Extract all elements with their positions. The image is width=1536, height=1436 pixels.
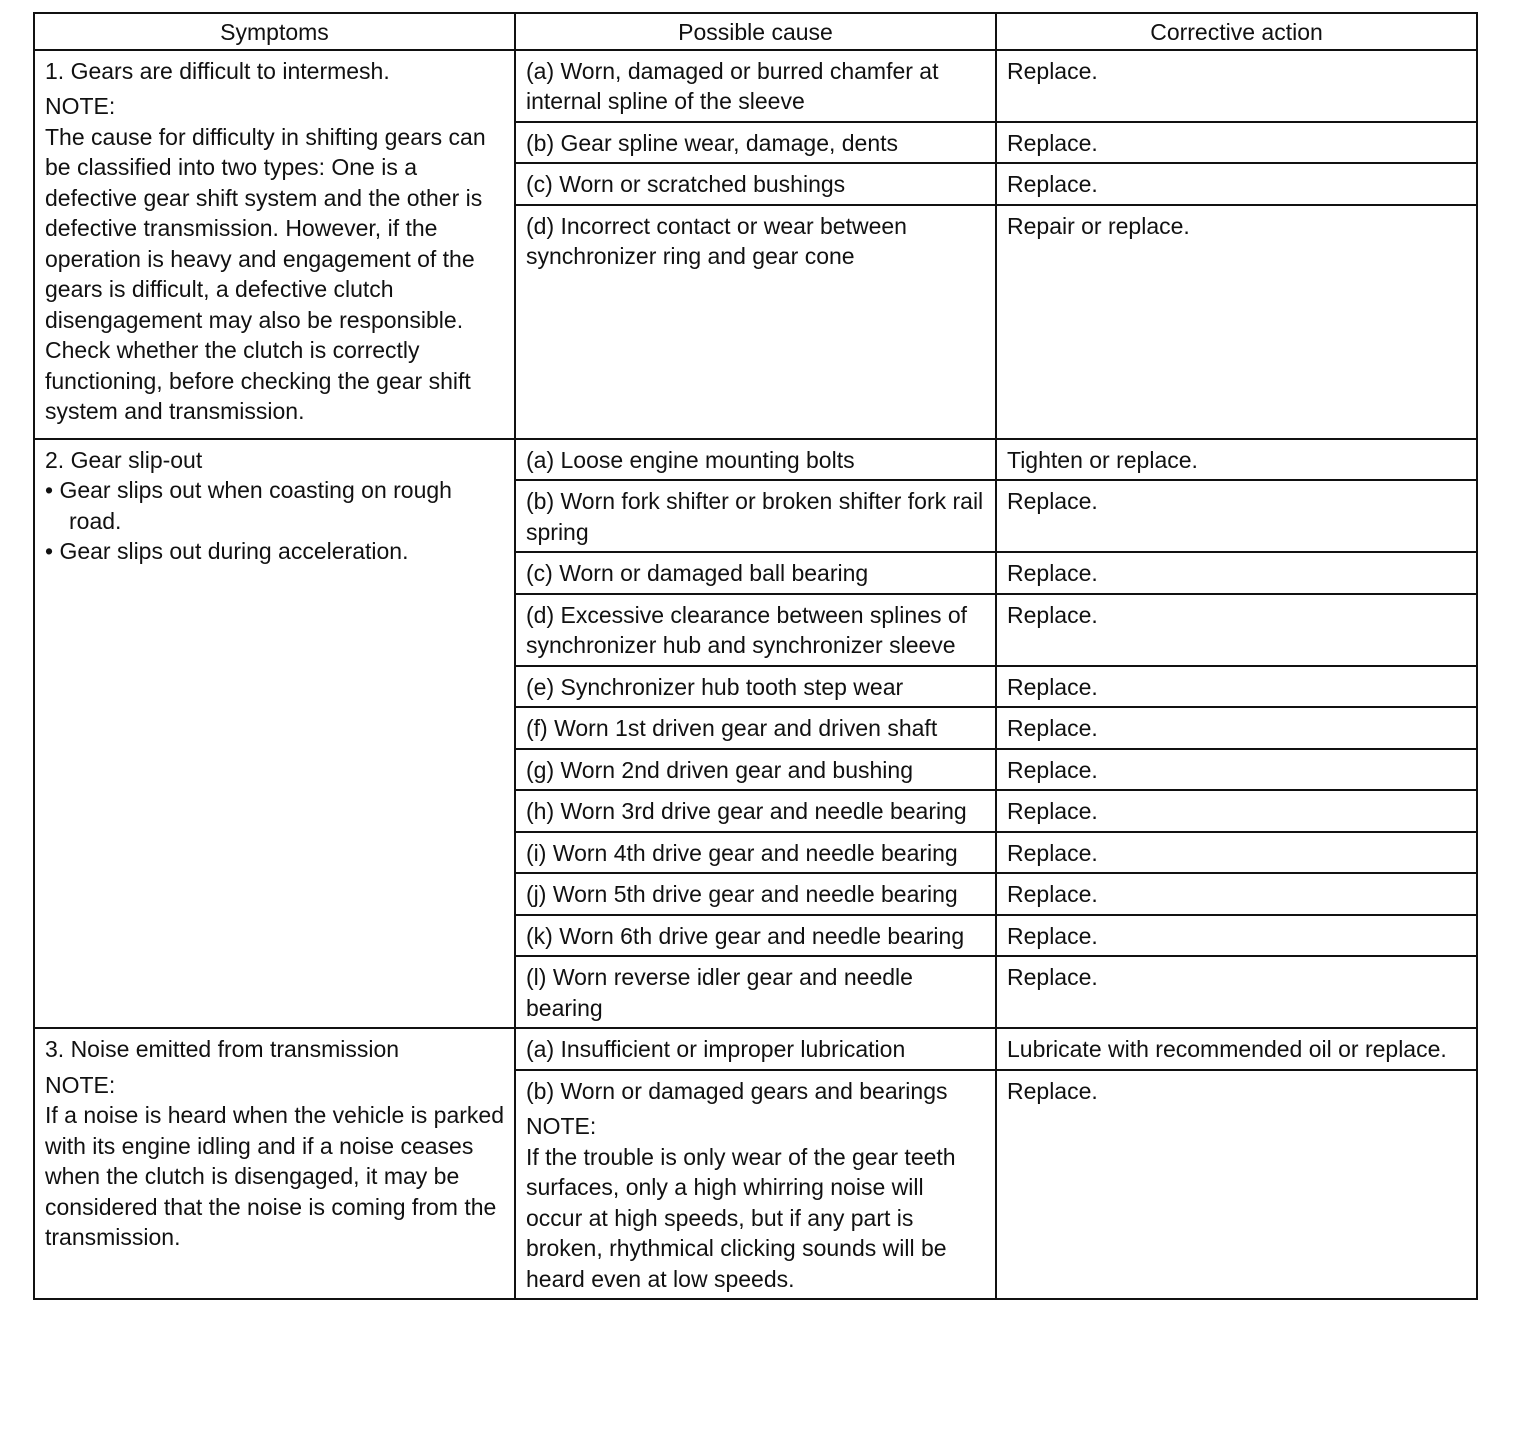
action-cell: Replace. [996, 915, 1477, 957]
action-cell: Replace. [996, 790, 1477, 832]
symptom-title: 1. Gears are difficult to intermesh. [45, 57, 390, 84]
action-cell: Replace. [996, 1070, 1477, 1300]
cause-cell: (d) Excessive clearance between splines of synchronizer hub and synchronizer sleeve [515, 594, 996, 666]
cause-cell: (d) Incorrect contact or wear between synchronizer ring and gear cone [515, 205, 996, 439]
cause-cell: (a) Loose engine mounting bolts [515, 439, 996, 481]
table-row [34, 50, 1477, 122]
action-cell: Replace. [996, 749, 1477, 791]
header-symptoms: Symptoms [34, 13, 515, 50]
symptom-title: 3. Noise emitted from transmission [45, 1036, 400, 1062]
action-cell: Lubricate with recommended oil or replace. [996, 1028, 1477, 1070]
table-row [34, 439, 1477, 481]
action-cell: Replace. [996, 122, 1477, 164]
cause-cell: (k) Worn 6th drive gear and needle bearing [515, 915, 996, 957]
cause-cell: (a) Worn, damaged or burred chamfer at internal spline of the sleeve [515, 50, 996, 122]
action-cell: Replace. [996, 552, 1477, 594]
symptom-cell [34, 1028, 515, 1299]
document-page [33, 12, 1476, 1300]
cause-cell: (b) Worn fork shifter or broken shifter fork rail spring [515, 480, 996, 552]
cause-cell: (a) Insufficient or improper lubrication [515, 1028, 996, 1070]
cause-cell: (j) Worn 5th drive gear and needle bearing [515, 873, 996, 915]
action-cell: Repair or replace. [996, 205, 1477, 439]
cause-cell: (h) Worn 3rd drive gear and needle bearing [515, 790, 996, 832]
action-cell: Replace. [996, 707, 1477, 749]
note-text: If a noise is heard when the vehicle is parked with its engine idling and if a noise ceases when the clutch is disengaged, it may be considered that the noise is coming from the transmission. [45, 1102, 504, 1250]
action-cell: Replace. [996, 666, 1477, 708]
header-corrective-action: Corrective action [996, 13, 1477, 50]
action-cell: Replace. [996, 832, 1477, 874]
cause-cell: (i) Worn 4th drive gear and needle bearing [515, 832, 996, 874]
action-cell: Replace. [996, 50, 1477, 122]
troubleshooting-table [33, 12, 1478, 1300]
action-cell: Replace. [996, 594, 1477, 666]
header-possible-cause: Possible cause [515, 13, 996, 50]
action-cell: Replace. [996, 956, 1477, 1028]
symptom-cell [34, 50, 515, 439]
cause-cell: (c) Worn or scratched bushings [515, 163, 996, 205]
note-label: NOTE: [45, 93, 116, 119]
note-text: If the trouble is only wear of the gear teeth surfaces, only a high whirring noise will occur at high speeds, but if any part is broken, rhythmical clicking sounds will be heard even at low speeds. [526, 1143, 956, 1292]
cause-cell: (b) Gear spline wear, damage, dents [515, 122, 996, 164]
cause-cell [515, 1070, 996, 1300]
note-label: NOTE: [526, 1113, 597, 1139]
symptom-cell [34, 439, 515, 1029]
note-text: The cause for difficulty in shifting gears can be classified into two types: One is a defective gear shift system and the other is defective transmission. However, if the operation is heavy and engagement of the gears is difficult, a defective clutch disengagement may also be responsible. Check whether the clutch is correctly functioning, before checking the gear shift system and transmission. [45, 123, 486, 424]
action-cell: Replace. [996, 480, 1477, 552]
symptom-bullet: • Gear slips out during acceleration. [45, 538, 409, 564]
symptom-bullet: • Gear slips out when coasting on rough road. [45, 477, 452, 534]
cause-text: (b) Worn or damaged gears and bearings [526, 1077, 948, 1104]
table-row [34, 1028, 1477, 1070]
cause-cell: (l) Worn reverse idler gear and needle bearing [515, 956, 996, 1028]
cause-cell: (e) Synchronizer hub tooth step wear [515, 666, 996, 708]
action-cell: Replace. [996, 163, 1477, 205]
symptom-title: 2. Gear slip-out [45, 446, 203, 473]
action-cell: Tighten or replace. [996, 439, 1477, 481]
action-cell: Replace. [996, 873, 1477, 915]
note-label: NOTE: [45, 1071, 116, 1098]
cause-cell: (g) Worn 2nd driven gear and bushing [515, 749, 996, 791]
cause-cell: (c) Worn or damaged ball bearing [515, 552, 996, 594]
cause-cell: (f) Worn 1st driven gear and driven shaft [515, 707, 996, 749]
header-row [34, 13, 1477, 50]
